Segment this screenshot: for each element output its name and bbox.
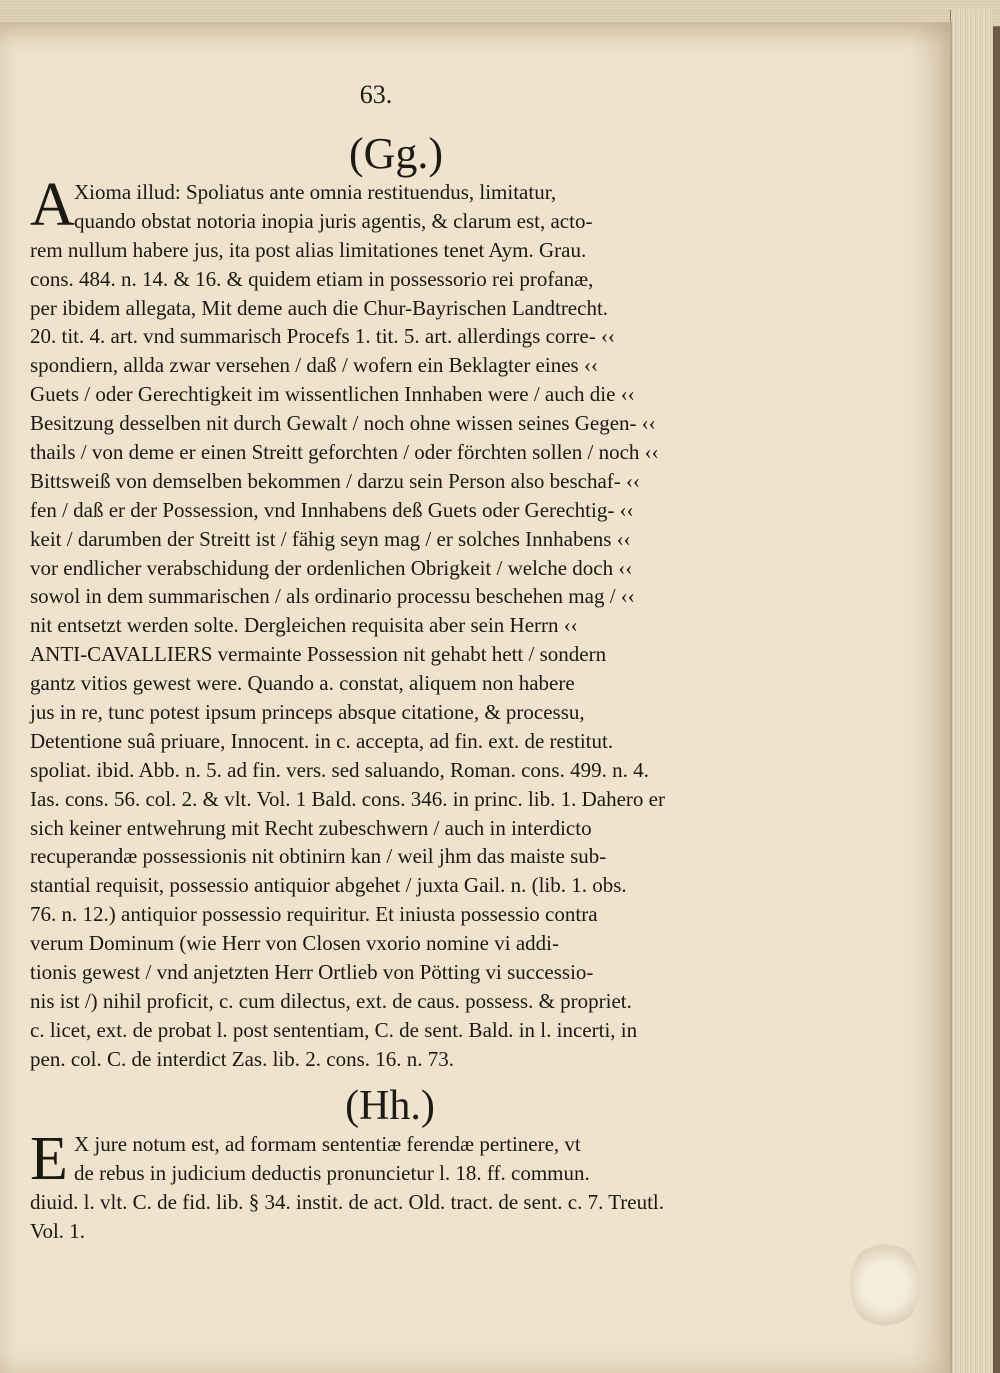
text-line: cons. 484. n. 14. & 16. & quidem etiam in possessorio rei profanæ, xyxy=(30,266,594,291)
text-line: 20. tit. 4. art. vnd summarisch Procefs 1. tit. 5. art. allerdings corre- ‹‹ xyxy=(30,324,615,349)
text-line: nis ist /) nihil proficit, c. cum dilectus, ext. de caus. possess. & propriet. xyxy=(30,988,632,1013)
drop-cap-a: A xyxy=(30,171,75,239)
text-line: Besitzung desselben nit durch Gewalt / noch ohne wissen seines Gegen- ‹‹ xyxy=(30,411,656,436)
text-line: diuid. l. vlt. C. de fid. lib. § 34. instit. de act. Old. tract. de sent. c. 7. Treutl. xyxy=(30,1189,665,1214)
text-line: thails / von deme er einen Streitt geforchten / oder förchten sollen / noch ‹‹ xyxy=(30,440,659,465)
text-line: Vol. 1. xyxy=(30,1218,86,1243)
drop-cap-e: E xyxy=(30,1125,68,1193)
text-line: recuperandæ possessionis nit obtinirn kan / weil jhm das maiste sub- xyxy=(30,844,607,869)
section-heading-gg: (Gg.) xyxy=(348,129,444,178)
section-gg-paragraph xyxy=(30,178,770,1074)
text-line: de rebus in judicium deductis pronuncietur l. 18. ff. commun. xyxy=(74,1160,590,1185)
section-heading-hh: (Hh.) xyxy=(345,1083,435,1129)
text-line: Xioma illud: Spoliatus ante omnia restituendus, limitatur, xyxy=(74,180,557,204)
text-line: X jure notum est, ad formam sententiæ ferendæ pertinere, vt xyxy=(74,1132,581,1156)
text-line: Guets / oder Gerechtigkeit im wissentlichen Innhaben were / auch die ‹‹ xyxy=(30,382,635,407)
page-damage-mark xyxy=(850,1240,920,1330)
right-page-edges xyxy=(950,10,993,1373)
text-line: tionis gewest / vnd anjetzten Herr Ortlieb von Pötting vi successio- xyxy=(30,960,594,985)
text-line: keit / darumben der Streitt ist / fähig seyn mag / er solches Innhabens ‹‹ xyxy=(30,526,631,551)
text-line: spondiern, allda zwar versehen / daß / wofern ein Beklagter eines ‹‹ xyxy=(30,353,598,378)
text-line: jus in re, tunc potest ipsum princeps absque citatione, & processu, xyxy=(30,700,585,725)
text-line: Ias. cons. 56. col. 2. & vlt. Vol. 1 Bald. cons. 346. in princ. lib. 1. Dahero er xyxy=(30,786,665,811)
section-hh-paragraph xyxy=(30,1125,770,1246)
text-line: verum Dominum (wie Herr von Closen vxorio nomine vi addi- xyxy=(30,931,559,956)
text-line: stantial requisit, possessio antiquior abgehet / juxta Gail. n. (lib. 1. obs. xyxy=(30,873,627,898)
text-line: fen / daß er der Possession, vnd Innhabens deß Guets oder Gerechtig- ‹‹ xyxy=(30,497,634,522)
text-line: nit entsetzt werden solte. Dergleichen requisita aber sein Herrn ‹‹ xyxy=(30,613,578,638)
text-line: ANTI-CAVALLIERS vermainte Possession nit gehabt hett / sondern xyxy=(30,642,607,667)
text-line: Detentione suâ priuare, Innocent. in c. accepta, ad fin. ext. de restitut. xyxy=(30,728,614,753)
text-line: vor endlicher verabschidung der ordenlichen Obrigkeit / welche doch ‹‹ xyxy=(30,555,633,580)
text-line: rem nullum habere jus, ita post alias limitationes tenet Aym. Grau. xyxy=(30,237,587,262)
text-line: 76. n. 12.) antiquior possessio requiritur. Et iniusta possessio contra xyxy=(30,902,598,927)
text-line: sich keiner entwehrung mit Recht zubeschwern / auch in interdicto xyxy=(30,815,592,840)
text-line: pen. col. C. de interdict Zas. lib. 2. cons. 16. n. 73. xyxy=(30,1046,455,1071)
text-line: sowol in dem summarischen / als ordinario processu beschehen mag / ‹‹ xyxy=(30,584,635,609)
text-line: gantz vitios gewest were. Quando a. constat, aliquem non habere xyxy=(30,671,575,696)
text-line: c. licet, ext. de probat l. post sententiam, C. de sent. Bald. in l. incerti, in xyxy=(30,1017,638,1042)
text-line: spoliat. ibid. Abb. n. 5. ad fin. vers. sed saluando, Roman. cons. 499. n. 4. xyxy=(30,757,649,782)
text-line: quando obstat notoria inopia juris agentis, & clarum est, acto- xyxy=(74,208,593,233)
text-line: per ibidem allegata, Mit deme auch die Chur-Bayrischen Landtrecht. xyxy=(30,295,609,320)
text-line: Bittsweiß von demselben bekommen / darzu sein Person also beschaf- ‹‹ xyxy=(30,468,641,493)
page-number: 63. xyxy=(359,80,393,109)
